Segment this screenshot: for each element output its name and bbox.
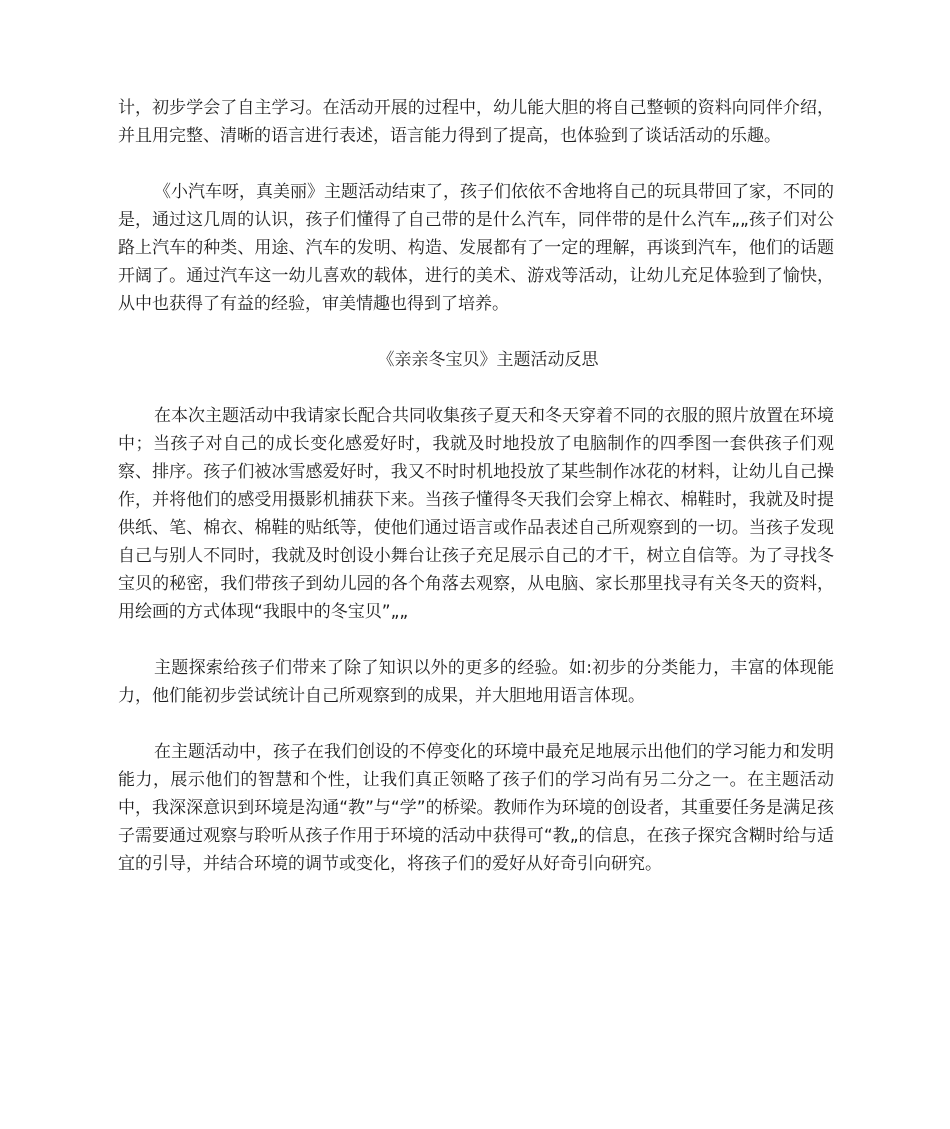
paragraph-exploration-gains: 主题探索给孩子们带来了除了知识以外的更多的经验。如:初步的分类能力，丰富的体现能力，他们能初步尝试统计自己所观察到的成果，并大胆地用语言体现。: [118, 658, 834, 706]
document-body: [118, 94, 834, 906]
paragraph-winter-activities: 在本次主题活动中我请家长配合共同收集孩子夏天和冬天穿着不同的衣服的照片放置在环境中；当孩子对自己的成长变化感爱好时，我就及时地投放了电脑制作的四季图一套供孩子们观察、排序。孩子们被冰雪感爱好时，我又不时时机地投放了某些制作冰花的材料，让幼儿自己操作，并将他们的感受用摄影机捕获下来。当孩子懂得冬天我们会穿上棉衣、棉鞋时，我就及时提供纸、笔、棉衣、棉鞋的贴纸等，使他们通过语言或作品表述自己所观察到的一切。当孩子发现自己与别人不同时，我就及时创设小舞台让孩子充足展示自己的才干，树立自信等。为了寻找冬宝贝的秘密，我们带孩子到幼儿园的各个角落去观察，从电脑、家长那里找寻有关冬天的资料，用绘画的方式体现“我眼中的冬宝贝”„„: [118, 406, 834, 622]
section-title: 《亲亲冬宝贝》主题活动反思: [377, 350, 599, 370]
paragraph-intro-continuation: 计，初步学会了自主学习。在活动开展的过程中，幼儿能大胆的将自己整顿的资料向同伴介绍，并且用完整、清晰的语言进行表述，语言能力得到了提高，也体验到了谈话活动的乐趣。: [118, 98, 834, 146]
paragraph-environment-role: 在主题活动中，孩子在我们创设的不停变化的环境中最充足地展示出他们的学习能力和发明能力，展示他们的智慧和个性，让我们真正领略了孩子们的学习尚有另二分之一。在主题活动中，我深深意识到环境是沟通“教”与“学”的桥梁。教师作为环境的创设者，其重要任务是满足孩子需要通过观察与聆听从孩子作用于环境的活动中获得可“教„的信息，在孩子探究含糊时给与适宜的引导，并结合环境的调节或变化，将孩子们的爱好从好奇引向研究。: [118, 742, 834, 874]
paragraph-car-theme-reflection: 《小汽车呀，真美丽》主题活动结束了，孩子们依依不舍地将自己的玩具带回了家，不同的是，通过这几周的认识，孩子们懂得了自己带的是什么汽车，同伴带的是什么汽车„„孩子们对公路上汽车的种类、用途、汽车的发明、构造、发展都有了一定的理解，再谈到汽车，他们的话题开阔了。通过汽车这一幼儿喜欢的载体，进行的美术、游戏等活动，让幼儿充足体验到了愉快，从中也获得了有益的经验，审美情趣也得到了培养。: [118, 182, 834, 314]
